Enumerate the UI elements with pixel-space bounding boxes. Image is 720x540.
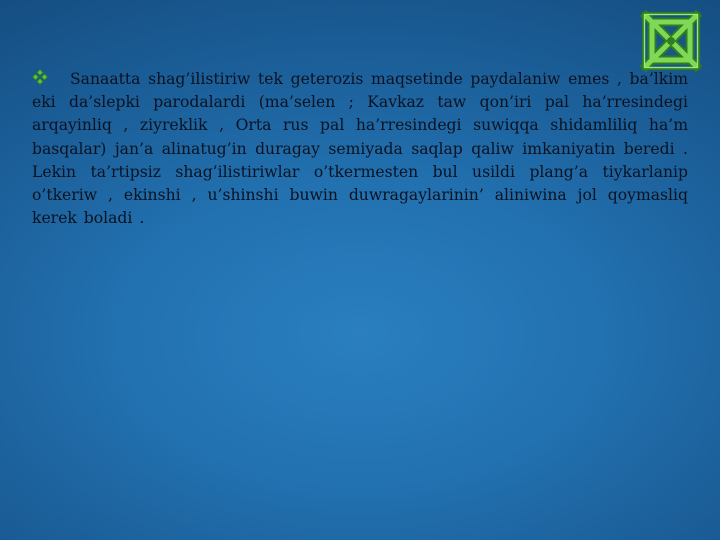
green-knot-ornament-icon xyxy=(640,10,702,72)
text-block xyxy=(32,68,688,230)
body-text: Sanaatta shag’ilistiriw tek geterozis maqsetinde paydalaniw emes , ba’lkim eki da’slepki parodalardi (ma’selen ; Kavkaz taw qon’iri pal ha’rresindegi arqayinliq , ziyreklik , Orta rus pal ha’rresindegi suwiqqa shidamliliq ha’m basqalar) jan’a alinatug’in duragay semiyada saqlap qaliw imkaniyatin beredi . Lekin ta’rtipsiz shag’ilistiriwlar o’tkermesten bul usildi plang’a tiykarlanip o’tkeriw , ekinshi , u’shinshi buwin duwragaylarinin’ aliniwina jol qoymasliq kerek boladi . xyxy=(32,70,688,228)
diamond-bullet-icon xyxy=(32,69,48,85)
body-paragraph xyxy=(32,68,688,230)
